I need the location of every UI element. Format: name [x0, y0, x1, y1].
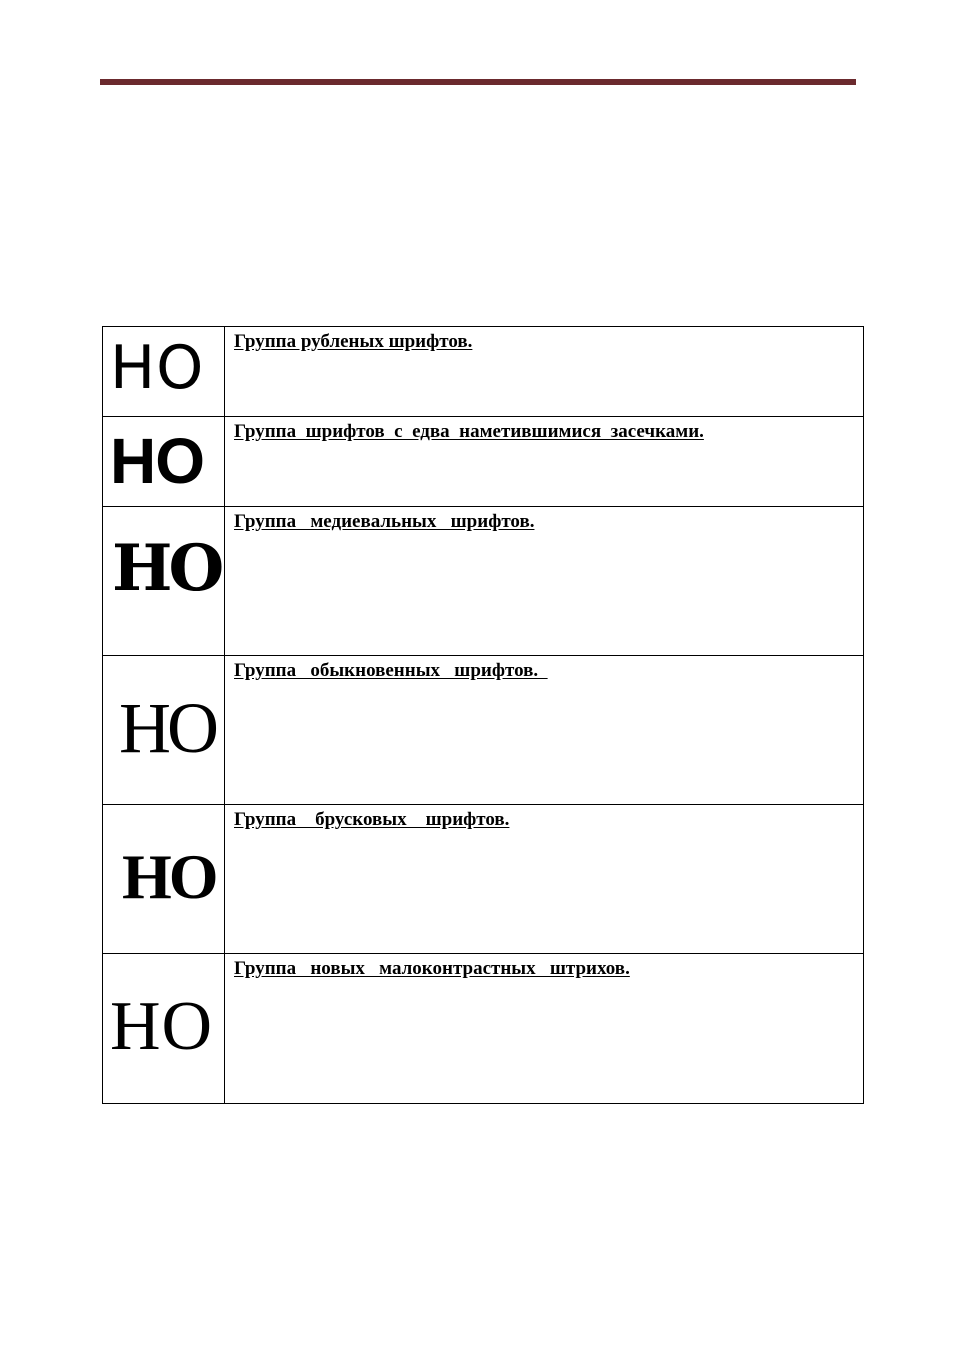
- font-group-label: Группа медиевальных шрифтов.: [234, 511, 535, 532]
- font-description-cell: [225, 507, 864, 656]
- font-group-label: Группа брусковых шрифтов.: [234, 809, 510, 830]
- font-sample-cell: [103, 954, 225, 1104]
- table-row: [103, 954, 864, 1104]
- font-sample-ordinary: НО: [119, 688, 215, 768]
- font-description-cell: [225, 327, 864, 417]
- table-row: [103, 327, 864, 417]
- table-row: [103, 656, 864, 805]
- font-description-cell: [225, 656, 864, 805]
- font-sample-cell: [103, 805, 225, 954]
- font-description-cell: [225, 417, 864, 507]
- table-row: [103, 507, 864, 656]
- font-sample-cell: [103, 656, 225, 805]
- header-rule: [100, 79, 856, 85]
- font-sample-slab: НО: [122, 841, 216, 912]
- font-group-label: Группа новых малоконтрастных штрихов.: [234, 958, 630, 979]
- font-sample-low-contrast: НО: [110, 988, 214, 1065]
- font-sample-cell: [103, 327, 225, 417]
- font-group-label: Группа шрифтов с едва наметившимися засечками.: [234, 421, 704, 442]
- table-row: [103, 805, 864, 954]
- font-description-cell: [225, 805, 864, 954]
- font-group-label: Группа рубленых шрифтов.: [234, 331, 473, 352]
- font-description-cell: [225, 954, 864, 1104]
- font-group-label: Группа обыкновенных шрифтов.: [234, 660, 548, 681]
- font-sample-cell: [103, 417, 225, 507]
- table-row: [103, 417, 864, 507]
- font-groups-table: [102, 326, 864, 1104]
- font-sample-sans: НО: [110, 333, 205, 403]
- font-sample-incipient-serif: НО: [110, 425, 204, 497]
- font-sample-cell: [103, 507, 225, 656]
- font-sample-medieval: НО: [112, 531, 221, 606]
